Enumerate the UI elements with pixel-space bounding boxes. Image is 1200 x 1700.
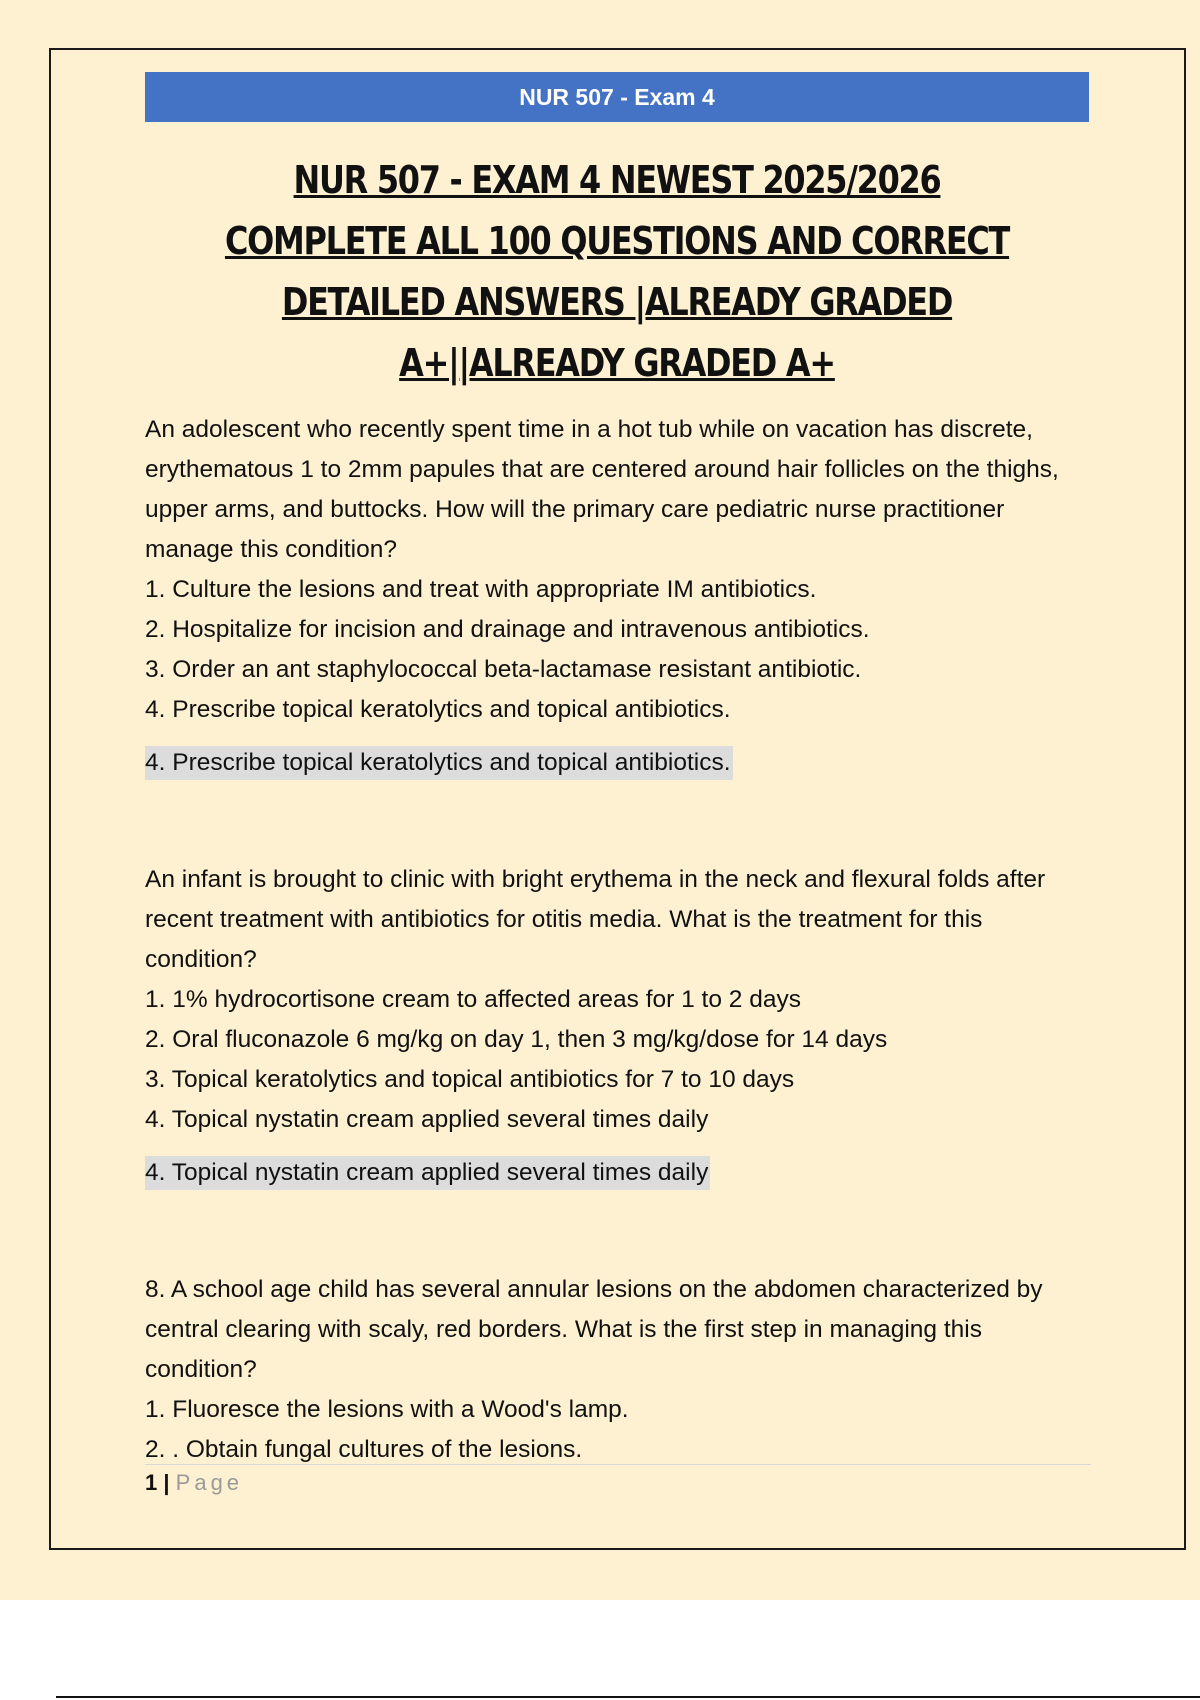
answer-option: 2. Hospitalize for incision and drainage and intravenous antibiotics. [145, 616, 870, 643]
answer-option: 3. Topical keratolytics and topical antibiotics for 7 to 10 days [145, 1066, 795, 1093]
page-number: 1 [145, 1470, 158, 1495]
document-title: NUR 507 - EXAM 4 NEWEST 2025/2026 COMPLETE ALL 100 QUESTIONS AND CORRECT DETAILED ANSWERS |ALREADY GRADED A+||ALREADY GRADED A+ [224, 158, 1010, 385]
question-text: 8. A school age child has several annular lesions on the abdomen characterized by central clearing with scaly, red borders. What is the first step in managing this condition? [145, 1276, 1043, 1383]
spacer [145, 1190, 1089, 1270]
answer-option: 1. Culture the lesions and treat with appropriate IM antibiotics. [145, 576, 817, 603]
answer-option: 3. Order an ant staphylococcal beta-lactamase resistant antibiotic. [145, 656, 862, 683]
correct-answer: 4. Prescribe topical keratolytics and topical antibiotics. [145, 746, 733, 780]
question-text: An infant is brought to clinic with bright erythema in the neck and flexural folds after recent treatment with antibiotics for otitis media. What is the treatment for this condition? [145, 866, 1046, 973]
page-footer [145, 1470, 243, 1496]
answer-option: 4. Prescribe topical keratolytics and topical antibiotics. [145, 696, 731, 723]
question-block [145, 410, 1089, 780]
question-block [145, 1270, 1089, 1470]
answer-option: 2. . Obtain fungal cultures of the lesions. [145, 1436, 583, 1463]
question-block [145, 860, 1089, 1190]
footer-separator: | [163, 1470, 170, 1495]
header-title: NUR 507 - Exam 4 [519, 83, 715, 110]
spacer [145, 780, 1089, 860]
footer-divider [145, 1464, 1091, 1465]
page-content [145, 72, 1089, 1470]
correct-answer: 4. Topical nystatin cream applied several times daily [145, 1156, 710, 1190]
page-label: Page [175, 1470, 244, 1495]
answer-option: 1. Fluoresce the lesions with a Wood's lamp. [145, 1396, 629, 1423]
answer-option: 4. Topical nystatin cream applied several times daily [145, 1106, 709, 1133]
question-text: An adolescent who recently spent time in a hot tub while on vacation has discrete, erythematous 1 to 2mm papules that are centered around hair follicles on the thighs, upper arms, and buttocks. How will the primary care pediatric nurse practitioner manage this condition? [145, 416, 1059, 563]
bottom-rule [56, 1696, 1200, 1698]
answer-option: 2. Oral fluconazole 6 mg/kg on day 1, then 3 mg/kg/dose for 14 days [145, 1026, 888, 1053]
header-bar [145, 72, 1089, 122]
answer-option: 1. 1% hydrocortisone cream to affected areas for 1 to 2 days [145, 986, 801, 1013]
